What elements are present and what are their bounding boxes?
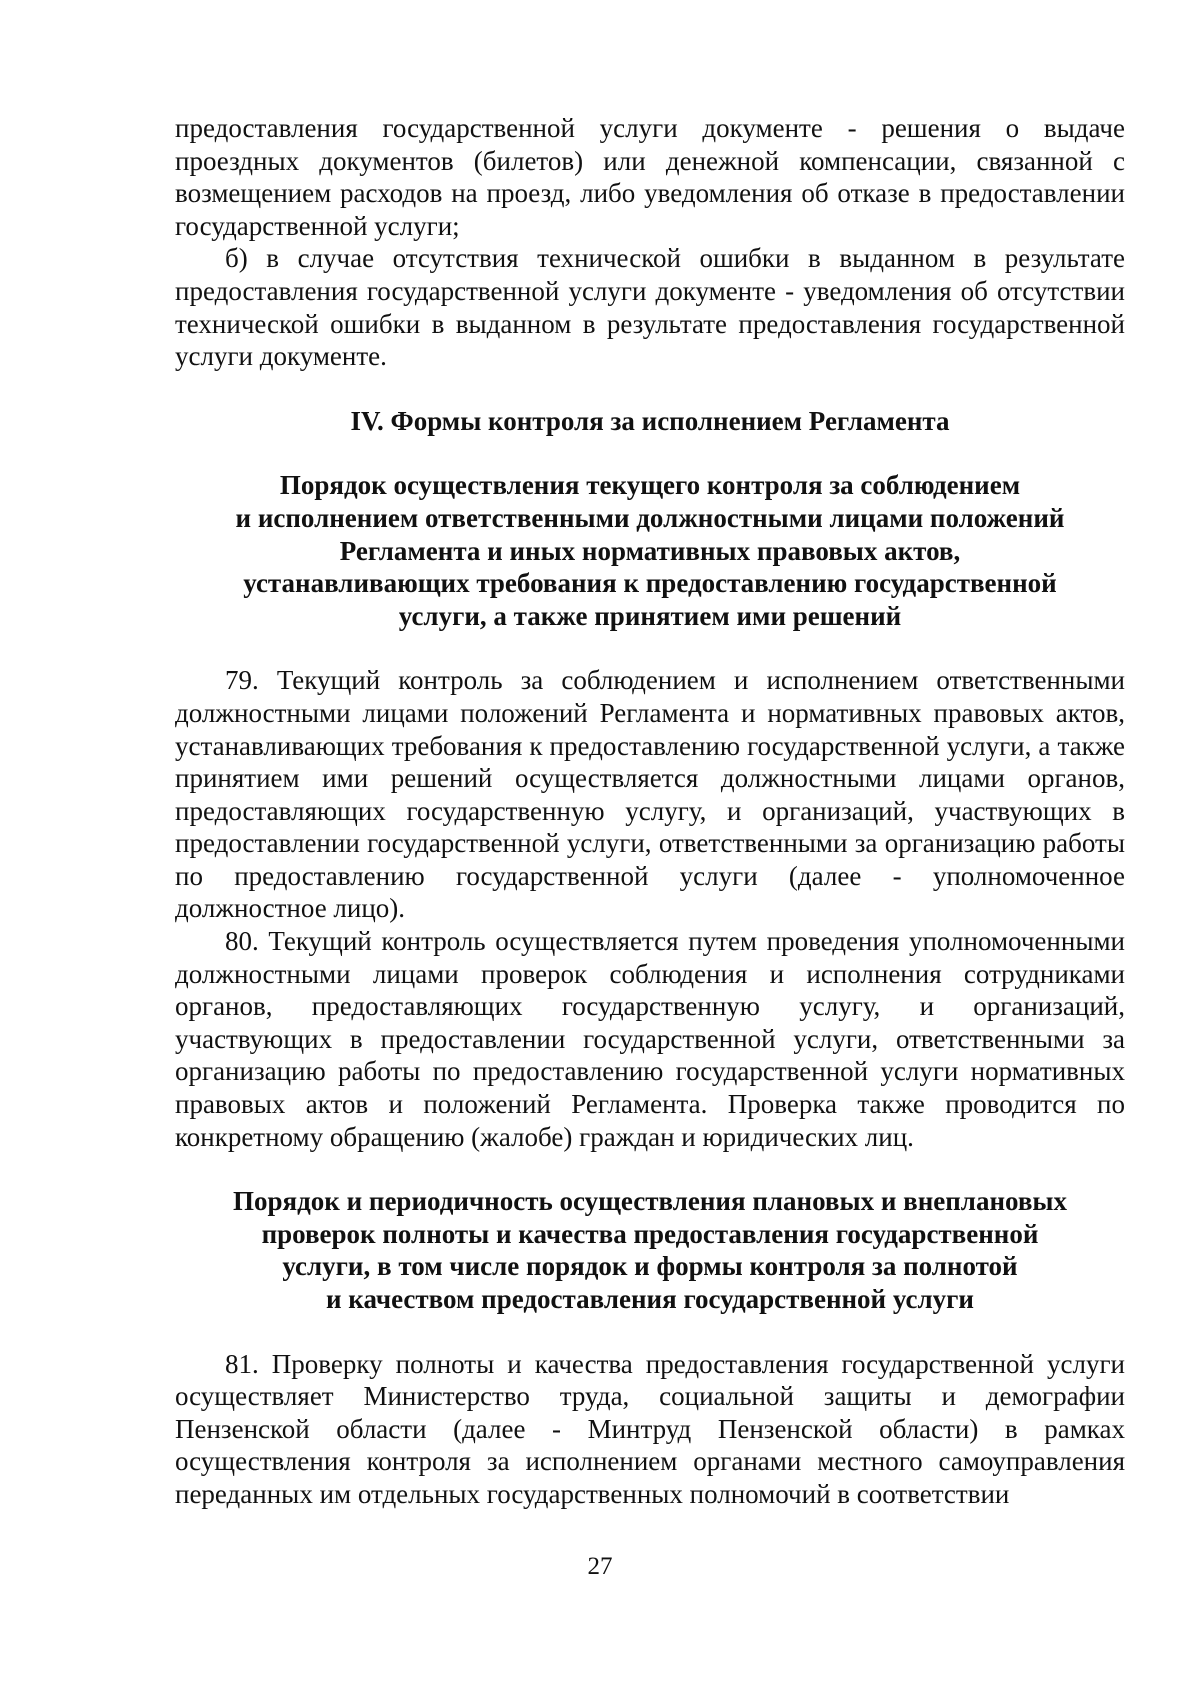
page-number: 27 [587, 1553, 613, 1580]
subheading-line: услуги, в том числе порядок и формы контроля за полнотой [282, 1251, 1018, 1282]
subheading-current-control [175, 469, 1125, 632]
subheading-line: Порядок и периодичность осуществления плановых и внеплановых [233, 1186, 1067, 1217]
subheading-line: Порядок осуществления текущего контроля за соблюдением [279, 470, 1021, 501]
paragraph-80: 80. Текущий контроль осуществляется путем проведения уполномоченными должностными лицами проверок соблюдения и исполнения сотрудниками органов, предоставляющих государственную услугу, и организаций, участвующих в предоставлении государственной услуги, ответственными за организацию работы по предоставлению государственной услуги нормативных правовых актов и положений Регламента. Проверка также проводится по конкретному обращению (жалобе) граждан и юридических лиц. [175, 926, 1125, 1152]
subheading-line: и исполнением ответственными должностными лицами положений [235, 502, 1065, 533]
subheading-line: и качеством предоставления государственной услуги [326, 1284, 974, 1314]
document-page [175, 112, 1125, 1511]
subheading-line: услуги, а также принятием ими решений [398, 600, 902, 631]
paragraph-79: 79. Текущий контроль за соблюдением и исполнением ответственными должностными лицами положений Регламента и нормативных правовых актов, устанавливающих требования к предоставлению государственной услуги, а также принятием ими решений осуществляется должностными лицами органов, предоставляющих государственную услугу, и организаций, участвующих в предоставлении государственной услуги, ответственными за организацию работы по предоставлению государственной услуги (далее - уполномоченное должностное лицо). [175, 665, 1125, 924]
subheading-inspections [175, 1185, 1125, 1315]
paragraph-b: б) в случае отсутствия технической ошибки в выданном в результате предоставления государственной услуги документе - уведомления об отсутствии технической ошибки в выданном в результате предоставления государственной услуги документе. [175, 243, 1125, 372]
subheading-line: Регламента и иных нормативных правовых актов, [339, 535, 961, 566]
subheading-line: проверок полноты и качества предоставления государственной [261, 1218, 1039, 1249]
paragraph-continuation: предоставления государственной услуги документе - решения о выдаче проездных документов (билетов) или денежной компенсации, связанной с возмещением расходов на проезд, либо уведомления об отказе в предоставлении государственной услуги; [175, 113, 1125, 241]
subheading-line: устанавливающих требования к предоставлению государственной [243, 568, 1057, 599]
paragraph-81: 81. Проверку полноты и качества предоставления государственной услуги осуществляет Министерство труда, социальной защиты и демографии Пензенской области (далее - Минтруд Пензенской области) в рамках осуществления контроля за исполнением органами местного самоуправления переданных им отдельных государственных полномочий в соответствии [175, 1348, 1125, 1509]
section-title: IV. Формы контроля за исполнением Регламента [350, 405, 950, 436]
